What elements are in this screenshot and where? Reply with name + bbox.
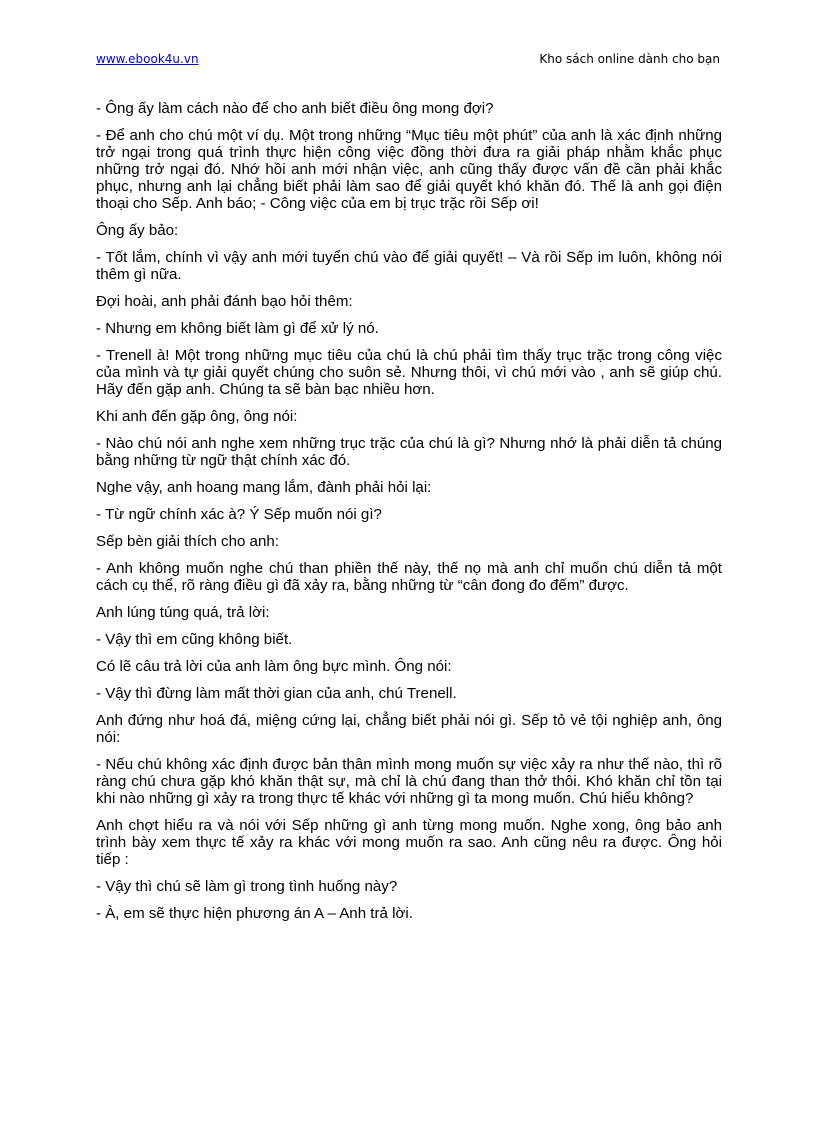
paragraph: - Nếu chú không xác định được bản thân mình mong muốn sự việc xảy ra như thế nào, thì rõ ràng chú chưa gặp khó khăn thật sự, mà chỉ là chú đang than thở thôi. Khó khăn chỉ tồn tại khi nào những gì xảy ra trong thực tế khác với những gì ta mong muốn. Chú hiểu không? bbox=[96, 756, 722, 807]
paragraph: - Vậy thì em cũng không biết. bbox=[96, 631, 293, 648]
header-tagline: Kho sách online dành cho bạn bbox=[539, 52, 720, 66]
page-header bbox=[96, 52, 720, 70]
paragraph: - Nào chú nói anh nghe xem những trục trặc của chú là gì? Nhưng nhớ là phải diễn tả chúng bằng những từ ngữ thật chính xác đó. bbox=[96, 435, 722, 469]
body-text bbox=[96, 100, 722, 932]
paragraph: - Từ ngữ chính xác à? Ý Sếp muốn nói gì? bbox=[96, 506, 382, 523]
paragraph: - Anh không muốn nghe chú than phiền thế này, thế nọ mà anh chỉ muốn chú diễn tả một cách cụ thể, rõ ràng điều gì đã xảy ra, bằng những từ “cân đong đo đếm” được. bbox=[96, 560, 722, 594]
paragraph: - Tốt lắm, chính vì vậy anh mới tuyển chú vào để giải quyết! – Và rồi Sếp im luôn, không nói thêm gì nữa. bbox=[96, 249, 722, 283]
paragraph: Khi anh đến gặp ông, ông nói: bbox=[96, 408, 298, 425]
paragraph: - Ông ấy làm cách nào để cho anh biết điều ông mong đợi? bbox=[96, 100, 494, 117]
paragraph: - Vậy thì chú sẽ làm gì trong tình huống này? bbox=[96, 878, 398, 895]
paragraph: Anh chợt hiểu ra và nói với Sếp những gì anh từng mong muốn. Nghe xong, ông bảo anh trình bày xem thực tế xảy ra khác với mong muốn ra sao. Anh cũng nêu ra được. Ông hỏi tiếp : bbox=[96, 817, 722, 868]
paragraph: Sếp bèn giải thích cho anh: bbox=[96, 533, 279, 550]
site-link[interactable]: www.ebook4u.vn bbox=[96, 52, 199, 66]
paragraph: Anh đứng như hoá đá, miệng cứng lại, chẳng biết phải nói gì. Sếp tỏ vẻ tội nghiệp anh, ông nói: bbox=[96, 712, 722, 746]
paragraph: - Nhưng em không biết làm gì để xử lý nó. bbox=[96, 320, 379, 337]
paragraph: Nghe vậy, anh hoang mang lắm, đành phải hỏi lại: bbox=[96, 479, 432, 496]
paragraph: Ông ấy bảo: bbox=[96, 222, 179, 239]
paragraph: Có lẽ câu trả lời của anh làm ông bực mình. Ông nói: bbox=[96, 658, 452, 675]
paragraph: - Trenell à! Một trong những mục tiêu của chú là chú phải tìm thấy trục trặc trong công việc của mình và tự giải quyết chúng cho suôn sẻ. Nhưng thôi, vì chú mới vào , anh sẽ giúp chú. Hãy đến gặp anh. Chúng ta sẽ bàn bạc nhiều hơn. bbox=[96, 347, 722, 398]
paragraph: - À, em sẽ thực hiện phương án A – Anh trả lời. bbox=[96, 905, 413, 922]
paragraph: Đợi hoài, anh phải đánh bạo hỏi thêm: bbox=[96, 293, 353, 310]
paragraph: Anh lúng túng quá, trả lời: bbox=[96, 604, 270, 621]
paragraph: - Vậy thì đừng làm mất thời gian của anh, chú Trenell. bbox=[96, 685, 457, 702]
paragraph: - Để anh cho chú một ví dụ. Một trong những “Mục tiêu một phút” của anh là xác định những trở ngại trong quá trình thực hiện công việc đồng thời đưa ra giải pháp nhằm khắc phục những trở ngại đó. Nhớ hồi anh mới nhận việc, anh cũng thấy được vấn đề cần phải khắc phục, nhưng anh lại chẳng biết phải làm sao để giải quyết khó khăn đó. Thế là anh gọi điện thoại cho Sếp. Anh báo; - Công việc của em bị trục trặc rồi Sếp ơi! bbox=[96, 127, 722, 212]
